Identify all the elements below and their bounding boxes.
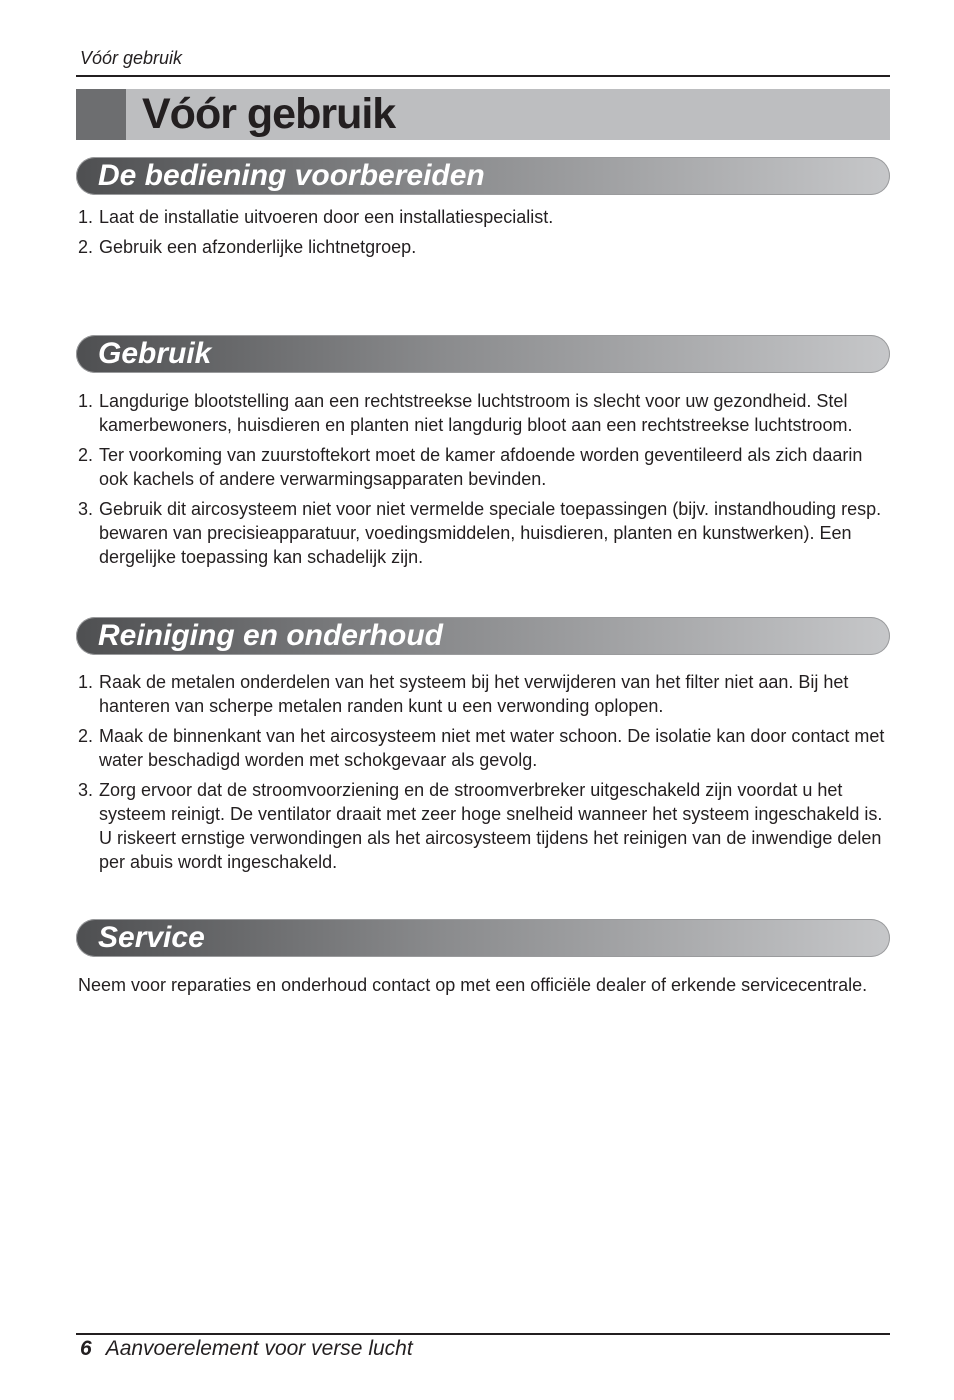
list-item bbox=[78, 235, 888, 259]
section-heading-bar-preparation bbox=[76, 157, 890, 195]
page-title: Vóór gebruik bbox=[142, 90, 396, 138]
item-text: Gebruik een afzonderlijke lichtnetgroep. bbox=[99, 237, 417, 257]
item-number: 1. bbox=[78, 672, 94, 692]
page-title-bar bbox=[76, 89, 890, 140]
list-item bbox=[78, 724, 888, 772]
section-heading-bar-usage bbox=[76, 335, 890, 373]
item-text: Raak de metalen onderdelen van het systeem bij het verwijderen van het filter niet aan. Bij het hanteren van scherpe metalen randen kunt u een verwonding oplopen. bbox=[99, 672, 849, 716]
preparation-list bbox=[78, 205, 888, 265]
title-marker-block bbox=[76, 89, 126, 140]
list-item bbox=[78, 205, 888, 229]
list-item bbox=[78, 443, 888, 491]
item-number: 2. bbox=[78, 726, 94, 746]
service-paragraph: Neem voor reparaties en onderhoud contact op met een officiële dealer of erkende servicecentrale. bbox=[78, 975, 868, 995]
item-number: 1. bbox=[78, 207, 94, 227]
item-number: 2. bbox=[78, 445, 94, 465]
item-text: Ter voorkoming van zuurstoftekort moet de kamer afdoende worden geventileerd als zich daarin ook kachels of andere verwarmingsapparaten bevinden. bbox=[99, 445, 863, 489]
usage-list bbox=[78, 389, 888, 575]
item-number: 3. bbox=[78, 780, 94, 800]
running-header: Vóór gebruik bbox=[80, 48, 183, 68]
page-number: 6 bbox=[80, 1337, 92, 1360]
section-heading: Service bbox=[98, 921, 205, 954]
item-number: 3. bbox=[78, 499, 94, 519]
item-text: Maak de binnenkant van het aircosysteem niet met water schoon. De isolatie kan door contact met water beschadigd worden met schokgevaar als gevolg. bbox=[99, 726, 885, 770]
footer-rule bbox=[76, 1333, 890, 1335]
cleaning-list bbox=[78, 670, 888, 880]
item-text: Laat de installatie uitvoeren door een installatiespecialist. bbox=[99, 207, 554, 227]
list-item bbox=[78, 497, 888, 569]
item-text: Gebruik dit aircosysteem niet voor niet vermelde speciale toepassingen (bijv. instandhouding resp. bewaren van precisieapparatuur, voedingsmiddelen, huisdieren, planten en kunstwerken). Een dergelijke toepassing kan schadelijk zijn. bbox=[99, 499, 882, 567]
list-item bbox=[78, 778, 888, 874]
list-item bbox=[78, 670, 888, 718]
header-rule bbox=[76, 75, 890, 77]
section-heading: Gebruik bbox=[98, 337, 212, 370]
section-heading: De bediening voorbereiden bbox=[98, 159, 485, 192]
footer-title: Aanvoerelement voor verse lucht bbox=[105, 1337, 413, 1360]
item-number: 1. bbox=[78, 391, 94, 411]
item-text: Zorg ervoor dat de stroomvoorziening en de stroomverbreker uitgeschakeld zijn voordat u het systeem reinigt. De ventilator draait met zeer hoge snelheid wanneer het systeem ingeschakeld is. U riskeert ernstige verwondingen als het aircosysteem tijdens het reinigen van de inwendige delen per abuis wordt ingeschakeld. bbox=[99, 780, 883, 872]
section-heading-bar-service bbox=[76, 919, 890, 957]
item-number: 2. bbox=[78, 237, 94, 257]
page-footer bbox=[80, 1337, 413, 1361]
list-item bbox=[78, 389, 888, 437]
item-text: Langdurige blootstelling aan een rechtstreekse luchtstroom is slecht voor uw gezondheid. Stel kamerbewoners, huisdieren en planten niet langdurig bloot aan een rechtstreekse luchtstroom. bbox=[99, 391, 853, 435]
section-heading-bar-cleaning bbox=[76, 617, 890, 655]
section-heading: Reiniging en onderhoud bbox=[98, 619, 443, 652]
